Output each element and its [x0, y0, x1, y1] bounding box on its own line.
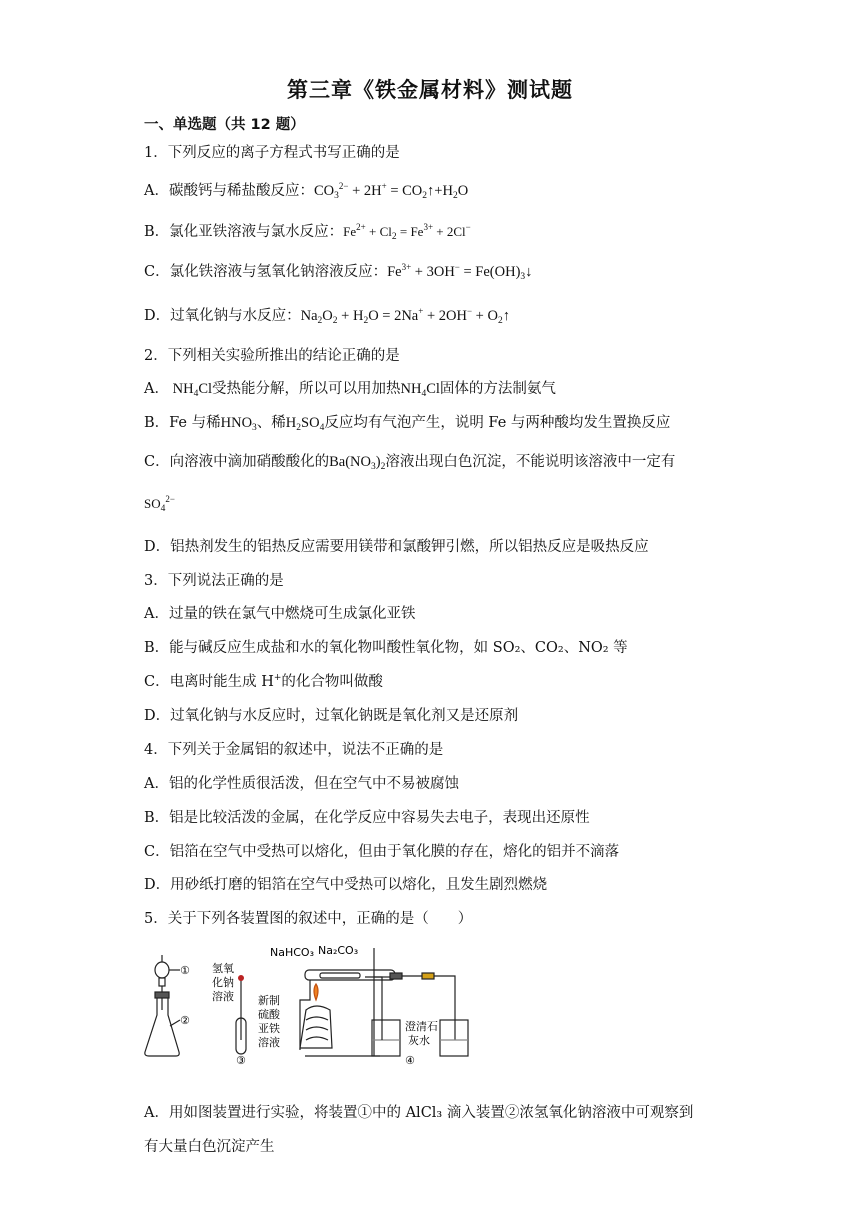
question-3-stem: 3．下列说法正确的是 — [144, 573, 284, 589]
section-heading: 一、单选题（共 12 题） — [144, 117, 305, 133]
limewater-label-line-1: 澄清石 — [405, 1020, 438, 1033]
question-3-option-a: A．过量的铁在氯气中燃烧可生成氯化亚铁 — [144, 606, 416, 622]
question-2-sulfate: $SO_4^{2-}$ — [144, 494, 175, 514]
question-2-option-b: B．Fe 与稀$HNO_3$、稀$H_2SO_4$反应均有气泡产生，说明 Fe 与两种酸均发生置换反应 — [144, 415, 671, 433]
limewater-label-line-2: 灰水 — [408, 1034, 430, 1047]
question-4-option-c: C．铝箔在空气中受热可以熔化，但由于氧化膜的存在，熔化的铝并不滴落 — [144, 844, 620, 860]
question-1-option-c: C．氯化铁溶液与氢氧化钠溶液反应：$Fe^{3+} + 3OH^-$ = $Fe(OH)_3↓$ — [144, 262, 533, 282]
question-2-stem: 2．下列相关实验所推出的结论正确的是 — [144, 348, 400, 364]
question-2-option-d: D．铝热剂发生的铝热反应需要用镁带和氯酸钾引燃，所以铝热反应是吸热反应 — [144, 539, 649, 555]
na2co3-label: Na₂CO₃ — [318, 944, 359, 957]
test-tube-apparatus — [236, 975, 246, 1054]
question-1-stem: 1．下列反应的离子方程式书写正确的是 — [144, 145, 400, 161]
label-2: ② — [180, 1014, 190, 1027]
question-2-option-c: C．向溶液中滴加硝酸酸化的$Ba(NO_3)_2$溶液出现白色沉淀，不能说明该溶液中一定有 — [144, 454, 676, 472]
question-5-stem: 5．关于下列各装置图的叙述中，正确的是（ ） — [144, 911, 473, 927]
question-1-option-a: A．碳酸钙与稀盐酸反应：$CO_3^{2-} + 2H^+$ = $CO_2↑+H_2O$ — [144, 181, 469, 201]
feso4-label-line-1: 新制 — [258, 994, 280, 1007]
question-3-option-c: C．电离时能生成 H+的化合物叫做酸 — [144, 673, 383, 690]
label-3: ③ — [236, 1054, 246, 1065]
naoh-label-line-3: 溶液 — [212, 990, 234, 1003]
question-5-option-a-line-2: 有大量白色沉淀产生 — [144, 1139, 275, 1155]
question-4-option-a: A．铝的化学性质很活泼，但在空气中不易被腐蚀 — [144, 776, 459, 792]
question-4-option-d: D．用砂纸打磨的铝箔在空气中受热可以熔化，且发生剧烈燃烧 — [144, 877, 548, 893]
question-5-option-a-line-1: A．用如图装置进行实验，将装置①中的 AlCl₃ 滴入装置②浓氢氧化钠溶液中可观察到 — [144, 1105, 694, 1121]
naoh-label-line-2: 化钠 — [212, 976, 234, 989]
flask-apparatus — [145, 955, 180, 1056]
nahco3-label: NaHCO₃ — [270, 946, 314, 959]
question-1-option-d: D．过氧化钠与水反应：$Na_2O_2 + H_2O = 2Na^+ + 2OH^-$ + $O_2↑$ — [144, 306, 510, 326]
feso4-label-line-2: 硫酸 — [258, 1008, 280, 1021]
page-title: 第三章《铁金属材料》测试题 — [287, 78, 573, 102]
feso4-label-line-3: 亚铁 — [258, 1022, 280, 1035]
question-3-option-d: D．过氧化钠与水反应时，过氧化钠既是氧化剂又是还原剂 — [144, 708, 519, 724]
label-1: ① — [180, 964, 190, 977]
apparatus-figure — [140, 940, 500, 1065]
question-4-option-b: B．铝是比较活泼的金属，在化学反应中容易失去电子，表现出还原性 — [144, 810, 590, 826]
feso4-label-line-4: 溶液 — [258, 1036, 280, 1049]
heating-apparatus — [300, 948, 468, 1056]
question-2-option-a: A． $NH_4Cl$受热能分解，所以可以用加热$NH_4Cl$固体的方法制氨气 — [144, 381, 556, 399]
question-1-option-b: B．氯化亚铁溶液与氯水反应：$Fe^{2+} + Cl_2 = Fe^{3+} + 2Cl^-$ — [144, 222, 471, 242]
question-4-stem: 4．下列关于金属铝的叙述中，说法不正确的是 — [144, 742, 444, 758]
question-3-option-b: B．能与碱反应生成盐和水的氧化物叫酸性氧化物，如 SO₂、CO₂、NO₂ 等 — [144, 640, 628, 656]
label-4: ④ — [405, 1054, 415, 1065]
naoh-label-line-1: 氢氧 — [212, 962, 234, 975]
